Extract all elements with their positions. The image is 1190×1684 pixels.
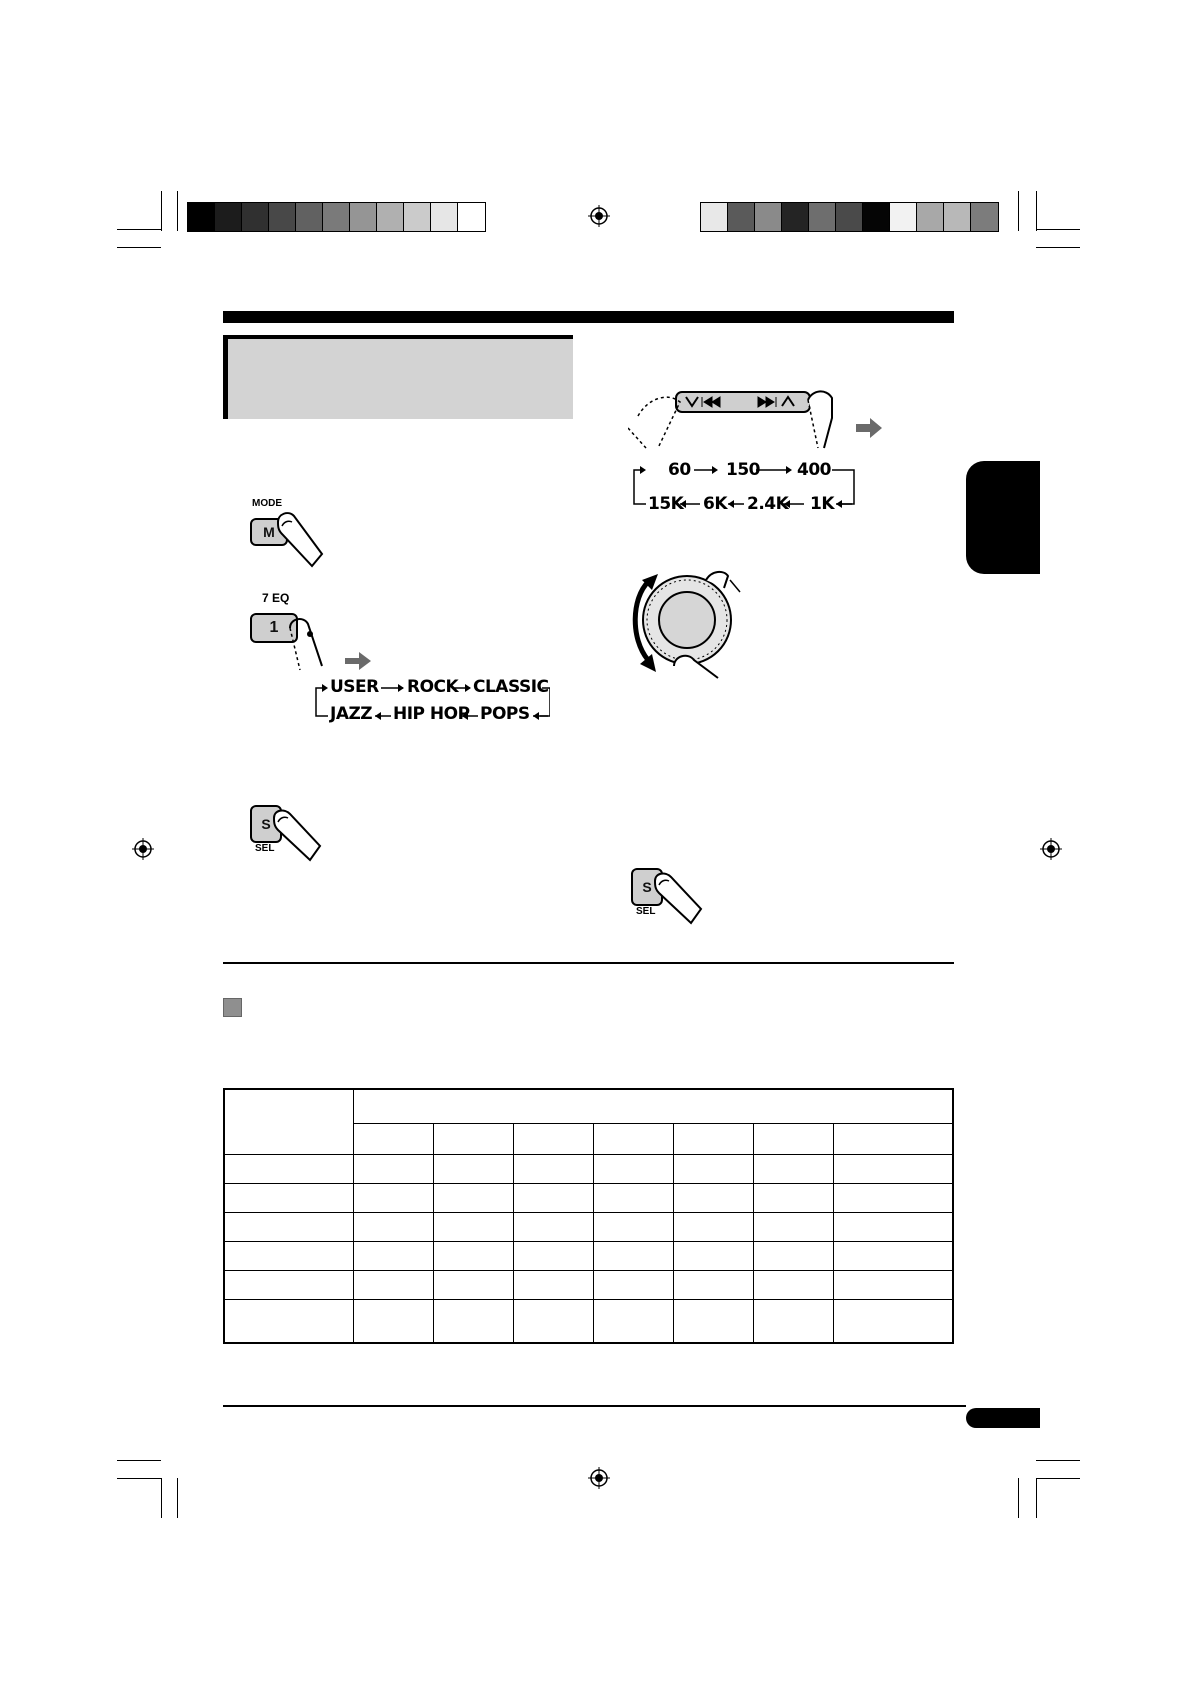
color-swatch [296, 203, 323, 231]
table-header-cell [513, 1123, 593, 1154]
footer-rule [223, 1405, 966, 1407]
section-title-box [223, 335, 573, 419]
table-header-cell [593, 1123, 673, 1154]
eq-button-label: 7 EQ [262, 591, 290, 605]
subsection-bullet [223, 998, 242, 1017]
crop-mark [1018, 191, 1019, 231]
repeat-arrow-icon [345, 652, 371, 670]
color-swatch [242, 203, 269, 231]
crop-mark [1036, 1478, 1037, 1518]
finger-press-icon [649, 871, 709, 931]
color-swatch [701, 203, 728, 231]
color-swatch [431, 203, 458, 231]
eq-preset-hip-hop: HIP HOP [393, 704, 470, 724]
color-swatch [377, 203, 404, 231]
table-header-cell [433, 1123, 513, 1154]
eq-settings-table [223, 1088, 954, 1344]
eq-preset-rock: ROCK [407, 677, 459, 697]
table-row [224, 1241, 953, 1270]
table-row [224, 1270, 953, 1299]
table-header-cell [354, 1123, 434, 1154]
table-header-cell [673, 1123, 753, 1154]
sel-button-key: S [261, 816, 271, 832]
control-dial-icon [628, 568, 758, 688]
crop-mark [117, 1478, 161, 1479]
color-swatch [971, 203, 998, 231]
color-bar-right [700, 202, 999, 232]
page-number-tab [966, 1408, 1040, 1428]
table-row [224, 1299, 953, 1343]
sel-button-label: SEL [255, 843, 275, 854]
color-swatch [458, 203, 485, 231]
frequency-400: 400 [797, 460, 831, 480]
mode-button-key: M [263, 524, 275, 540]
sel-button-key: S [642, 879, 652, 895]
color-swatch [863, 203, 890, 231]
table-header-cell [833, 1123, 953, 1154]
crop-mark [1036, 191, 1037, 231]
eq-preset-user: USER [330, 677, 379, 697]
color-bar-left [187, 202, 486, 232]
skip-buttons-illustration [628, 388, 888, 450]
color-swatch [215, 203, 242, 231]
header-bar [223, 311, 954, 323]
color-swatch [728, 203, 755, 231]
eq-preset-jazz: JAZZ [330, 704, 373, 724]
crop-mark [161, 1478, 162, 1518]
table-header-cell [224, 1089, 354, 1154]
color-swatch [404, 203, 431, 231]
sel-button-label: SEL [636, 906, 656, 917]
frequency-150: 150 [726, 460, 760, 480]
registration-mark-icon [132, 838, 154, 860]
color-swatch [917, 203, 944, 231]
color-swatch [809, 203, 836, 231]
frequency-60: 60 [668, 460, 691, 480]
crop-mark [117, 229, 161, 230]
frequency-15k: 15K [648, 494, 684, 514]
section-divider [223, 962, 954, 964]
crop-mark [1036, 1478, 1080, 1479]
frequency-1k: 1K [810, 494, 835, 514]
finger-press-icon [268, 808, 328, 868]
crop-mark [117, 247, 161, 248]
color-swatch [944, 203, 971, 231]
registration-mark-icon [588, 205, 610, 227]
table-row [224, 1183, 953, 1212]
crop-mark [1018, 1478, 1019, 1518]
eq-preset-classic: CLASSIC [473, 677, 549, 697]
color-swatch [269, 203, 296, 231]
color-swatch [755, 203, 782, 231]
color-swatch [350, 203, 377, 231]
crop-mark [1036, 229, 1080, 230]
eq-button-key: 1 [269, 619, 279, 636]
color-swatch [188, 203, 215, 231]
color-swatch [323, 203, 350, 231]
finger-press-icon [272, 508, 332, 572]
crop-mark [161, 191, 162, 231]
color-swatch [782, 203, 809, 231]
registration-mark-icon [588, 1467, 610, 1489]
table-header-cell [753, 1123, 833, 1154]
language-side-tab [966, 461, 1040, 574]
crop-mark [177, 191, 178, 231]
color-swatch [890, 203, 917, 231]
eq-preset-pops: POPS [480, 704, 530, 724]
finger-press-icon [286, 614, 330, 674]
color-swatch [836, 203, 863, 231]
crop-mark [177, 1478, 178, 1518]
mode-button-label: MODE [252, 498, 282, 509]
registration-mark-icon [1040, 838, 1062, 860]
frequency-2-4k: 2.4K [747, 494, 789, 514]
crop-mark [1036, 1460, 1080, 1461]
table-row [224, 1154, 953, 1183]
crop-mark [117, 1460, 161, 1461]
crop-mark [1036, 247, 1080, 248]
frequency-6k: 6K [703, 494, 728, 514]
table-header-cell [354, 1089, 954, 1123]
table-row [224, 1212, 953, 1241]
